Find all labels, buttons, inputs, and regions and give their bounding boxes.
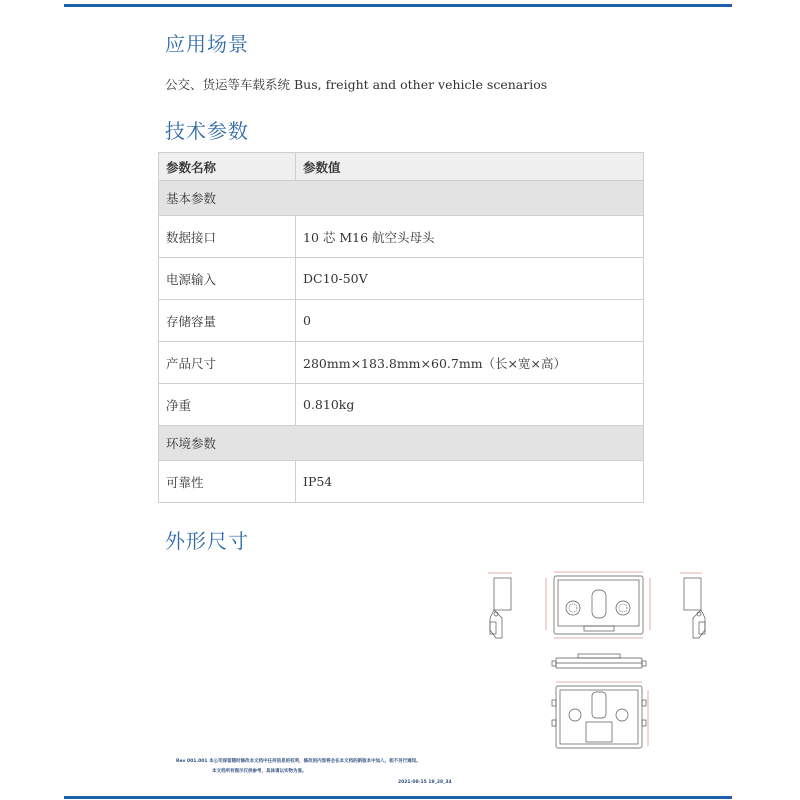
rear-view bbox=[552, 682, 648, 748]
param-value: DC10-50V bbox=[296, 258, 644, 300]
header-value: 参数值 bbox=[296, 153, 644, 181]
table-row bbox=[159, 300, 644, 342]
param-value: 0 bbox=[296, 300, 644, 342]
param-name: 净重 bbox=[159, 384, 296, 426]
application-heading: 应用场景 bbox=[165, 32, 249, 56]
table-row bbox=[159, 461, 644, 503]
section-row-basic bbox=[159, 181, 644, 216]
dimensions-heading: 外形尺寸 bbox=[165, 529, 249, 553]
side-view-right bbox=[680, 573, 705, 638]
section-environment-label: 环境参数 bbox=[159, 426, 644, 461]
front-view bbox=[546, 572, 650, 638]
param-name: 存储容量 bbox=[159, 300, 296, 342]
footer-timestamp: 2021-08-15 19_28_34 bbox=[398, 780, 452, 785]
table-row bbox=[159, 384, 644, 426]
param-value: 280mm×183.8mm×60.7mm（长×宽×高） bbox=[296, 342, 644, 384]
table-row bbox=[159, 342, 644, 384]
param-value: 0.810kg bbox=[296, 384, 644, 426]
section-row-environment bbox=[159, 426, 644, 461]
param-value: 10 芯 M16 航空头母头 bbox=[296, 216, 644, 258]
param-name: 可靠性 bbox=[159, 461, 296, 503]
spec-table bbox=[158, 152, 644, 503]
specs-heading: 技术参数 bbox=[165, 119, 249, 143]
section-basic-label: 基本参数 bbox=[159, 181, 644, 216]
param-name: 电源输入 bbox=[159, 258, 296, 300]
param-name: 产品尺寸 bbox=[159, 342, 296, 384]
param-name: 数据接口 bbox=[159, 216, 296, 258]
table-row bbox=[159, 258, 644, 300]
side-view-left bbox=[488, 573, 512, 638]
footer-disclaimer: 本文档所有图示仅供参考，具体请以实物为准。 bbox=[212, 769, 307, 774]
top-rule bbox=[64, 4, 732, 7]
table-row bbox=[159, 216, 644, 258]
header-name: 参数名称 bbox=[159, 153, 296, 181]
footer-revision-note: Rev 001.001 本公司保留随时修改本文档中任何信息的权利，修改的内容将会在本文档的新版本中加入，恕不另行通知。 bbox=[176, 759, 421, 764]
param-value: IP54 bbox=[296, 461, 644, 503]
application-text: 公交、货运等车载系统 Bus, freight and other vehicle scenarios bbox=[165, 77, 548, 92]
bottom-rule bbox=[64, 796, 732, 799]
dimension-drawing bbox=[480, 560, 720, 760]
top-view bbox=[552, 654, 646, 668]
spec-table-header bbox=[159, 153, 644, 181]
